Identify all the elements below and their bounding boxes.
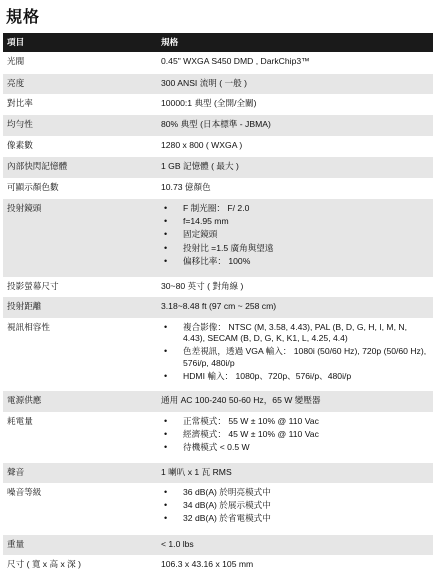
spec-label: 像素數: [3, 136, 157, 157]
spec-value: 106.3 x 43.16 x 105 mm: [157, 555, 433, 577]
spec-label: 內部快閃記憶體: [3, 157, 157, 178]
spec-label: 視訊相容性: [3, 318, 157, 391]
table-row: [3, 555, 433, 577]
spec-table: [3, 33, 433, 577]
table-row: [3, 318, 433, 391]
table-row: [3, 297, 433, 318]
bullet-item: • 36 dB(A) 於明亮模式中: [161, 487, 429, 498]
table-row: [3, 115, 433, 136]
spec-value: 1 喇叭 x 1 瓦 RMS: [157, 463, 433, 483]
spec-value: 1280 x 800 ( WXGA ): [157, 136, 433, 157]
spec-value: 3.18~8.48 ft (97 cm ~ 258 cm): [157, 297, 433, 318]
spec-label: 重量: [3, 535, 157, 555]
spec-value: 10.73 億顏色: [157, 178, 433, 199]
spec-value: 30~80 英寸 ( 對角線 ): [157, 277, 433, 297]
spec-label: 可顯示顏色數: [3, 178, 157, 199]
table-row: [3, 136, 433, 157]
spec-label: 噪音等級: [3, 483, 157, 535]
spec-value: 0.45" WXGA S450 DMD , DarkChip3™: [157, 52, 433, 74]
column-header-spec: 規格: [157, 33, 433, 52]
spec-label: 投射距離: [3, 297, 157, 318]
spec-value-list: [157, 412, 433, 463]
bullet-item: • 待機模式 < 0.5 W: [161, 442, 429, 453]
bullet-item: • 複合影像： NTSC (M, 3.58, 4.43), PAL (B, D, G, H, I, M, N, 4.43), SECAM (B, D, G, K, K1, L, 4.25, 4.4): [161, 322, 429, 344]
table-row: [3, 157, 433, 178]
spec-value: < 1.0 lbs: [157, 535, 433, 555]
bullet-item: • 固定鏡頭: [161, 229, 429, 240]
spec-value-list: [157, 199, 433, 277]
bullet-item: • F 制光圈： F/ 2.0: [161, 203, 429, 214]
spec-table-body: [3, 52, 433, 577]
table-row: [3, 483, 433, 535]
spec-value: 10000:1 典型 (全開/全關): [157, 94, 433, 115]
bullet-item: • 經濟模式： 45 W ± 10% @ 110 Vac: [161, 429, 429, 440]
spec-value: 1 GB 記憶體 ( 最大 ): [157, 157, 433, 178]
bullet-item: • 偏移比率： 100%: [161, 256, 429, 267]
spec-label: 尺寸 ( 寬 x 高 x 深 ): [3, 555, 157, 577]
spec-label: 電源供應: [3, 391, 157, 412]
table-row: [3, 277, 433, 297]
spec-label: 聲音: [3, 463, 157, 483]
table-row: [3, 178, 433, 199]
spec-label: 對比率: [3, 94, 157, 115]
bullet-item: • 32 dB(A) 於省電模式中: [161, 513, 429, 524]
table-row: [3, 535, 433, 555]
spec-value: 80% 典型 (日本標準 - JBMA): [157, 115, 433, 136]
spec-label: 投影螢幕尺寸: [3, 277, 157, 297]
page-title: 規格: [6, 9, 41, 26]
spec-value-list: [157, 483, 433, 535]
table-row: [3, 52, 433, 74]
table-header-row: [3, 33, 433, 52]
table-row: [3, 391, 433, 412]
bullet-list: [161, 322, 429, 382]
spec-value-list: [157, 318, 433, 391]
spec-label: 光閥: [3, 52, 157, 74]
bullet-item: • HDMI 輸入： 1080p、720p、576i/p、480i/p: [161, 371, 429, 382]
spec-label: 投射鏡頭: [3, 199, 157, 277]
table-row: [3, 94, 433, 115]
bullet-list: [161, 416, 429, 454]
bullet-list: [161, 203, 429, 267]
spec-label: 亮度: [3, 74, 157, 94]
spec-value: 通用 AC 100-240 50-60 Hz，65 W 變壓器: [157, 391, 433, 412]
bullet-item: • 34 dB(A) 於展示模式中: [161, 500, 429, 511]
spec-value: 300 ANSI 流明 ( 一般 ): [157, 74, 433, 94]
table-row: [3, 199, 433, 277]
column-header-item: 項目: [3, 33, 157, 52]
bullet-item: • f=14.95 mm: [161, 216, 429, 227]
table-row: [3, 412, 433, 463]
bullet-list: [161, 487, 429, 525]
bullet-item: • 投射比 =1.5 廣角與望遠: [161, 243, 429, 254]
table-row: [3, 463, 433, 483]
bullet-item: • 色差視訊，透過 VGA 輸入： 1080i (50/60 Hz), 720p (50/60 Hz), 576i/p, 480i/p: [161, 346, 429, 368]
spec-label: 耗電量: [3, 412, 157, 463]
spec-label: 均勻性: [3, 115, 157, 136]
bullet-item: • 正常模式： 55 W ± 10% @ 110 Vac: [161, 416, 429, 427]
table-row: [3, 74, 433, 94]
